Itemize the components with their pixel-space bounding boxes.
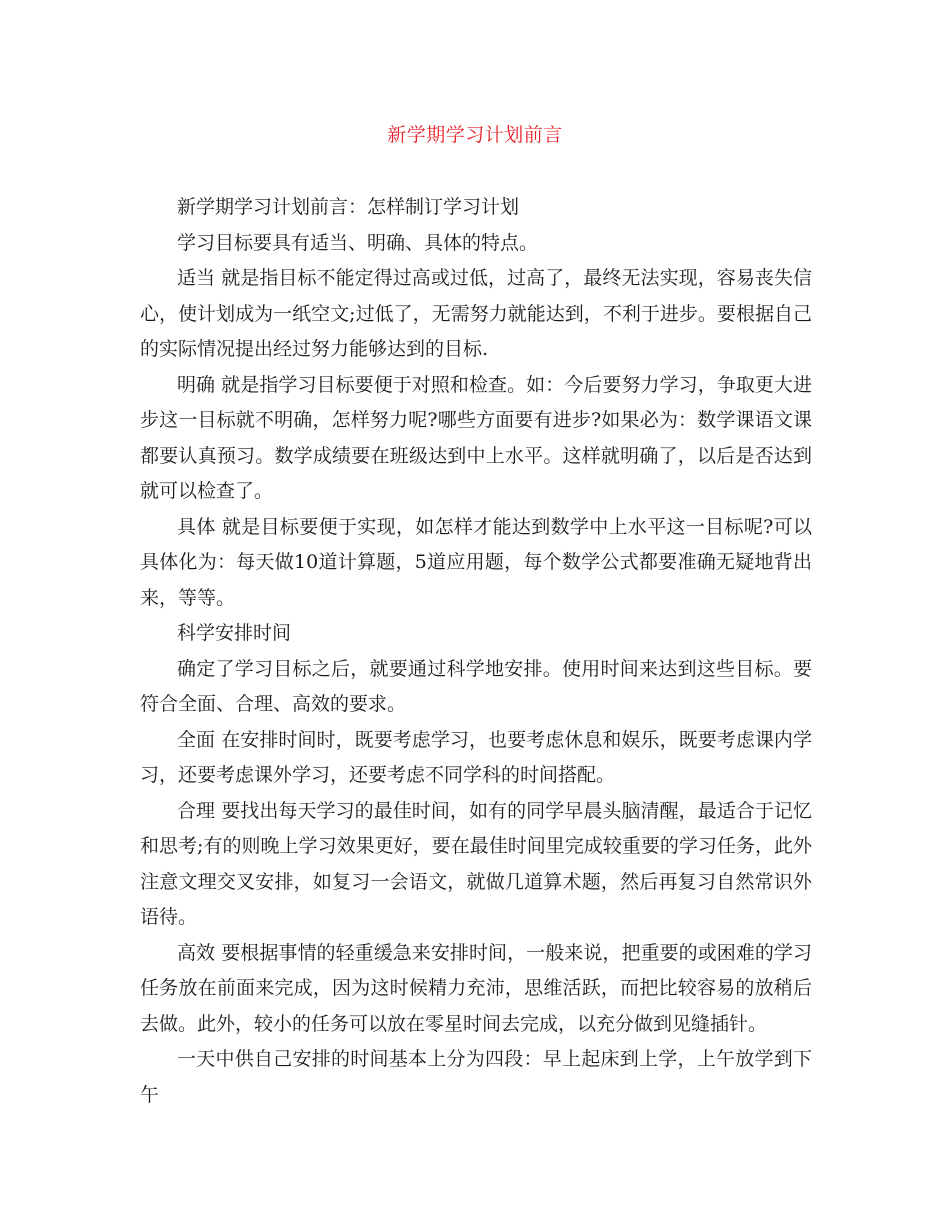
paragraph-intro-heading: 新学期学习计划前言：怎样制订学习计划: [177, 196, 520, 218]
paragraph-comprehensive: 全面 在安排时间时，既要考虑学习，也要考虑休息和娱乐，既要考虑课内学习，还要考虑课外学习，还要考虑不同学科的时间搭配。: [140, 728, 812, 786]
paragraph-clear: 明确 就是指学习目标要便于对照和检查。如：今后要努力学习，争取更大进步这一目标就不明确，怎样努力呢?哪些方面要有进步?如果必为：数学课语文课都要认真预习。数学成绩要在班级达到中上水平。这样就明确了，以后是否达到就可以检查了。: [140, 373, 812, 502]
paragraph-efficient: 高效 要根据事情的轻重缓急来安排时间，一般来说，把重要的或困难的学习任务放在前面来完成，因为这时候精力充沛，思维活跃，而把比较容易的放稍后去做。此外，较小的任务可以放在零星时间去完成，以充分做到见缝插针。: [140, 941, 812, 1035]
paragraph-time-heading: 科学安排时间: [177, 622, 292, 644]
paragraph-daily-segments: 一天中供自己安排的时间基本上分为四段：早上起床到上学，上午放学到下午: [140, 1048, 812, 1106]
paragraph-time-intro: 确定了学习目标之后，就要通过科学地安排。使用时间来达到这些目标。要符合全面、合理、高效的要求。: [140, 657, 812, 715]
paragraph-goal-features: 学习目标要具有适当、明确、具体的特点。: [177, 231, 539, 254]
document-body: [140, 190, 812, 1113]
paragraph-appropriate: 适当 就是指目标不能定得过高或过低，过高了，最终无法实现，容易丧失信心，使计划成为一纸空文;过低了，无需努力就能达到，不利于进步。要根据自己的实际情况提出经过努力能够达到的目标.: [140, 267, 812, 360]
document-title: 新学期学习计划前言: [387, 124, 563, 146]
paragraph-reasonable: 合理 要找出每天学习的最佳时间，如有的同学早晨头脑清醒，最适合于记忆和思考;有的则晚上学习效果更好，要在最佳时间里完成较重要的学习任务，此外注意文理交叉安排，如复习一会语文，就做几道算术题，然后再复习自然常识外语待。: [140, 799, 812, 928]
paragraph-specific: 具体 就是目标要便于实现，如怎样才能达到数学中上水平这一目标呢?可以具体化为：每天做10道计算题，5道应用题，每个数学公式都要准确无疑地背出来，等等。: [140, 515, 812, 609]
